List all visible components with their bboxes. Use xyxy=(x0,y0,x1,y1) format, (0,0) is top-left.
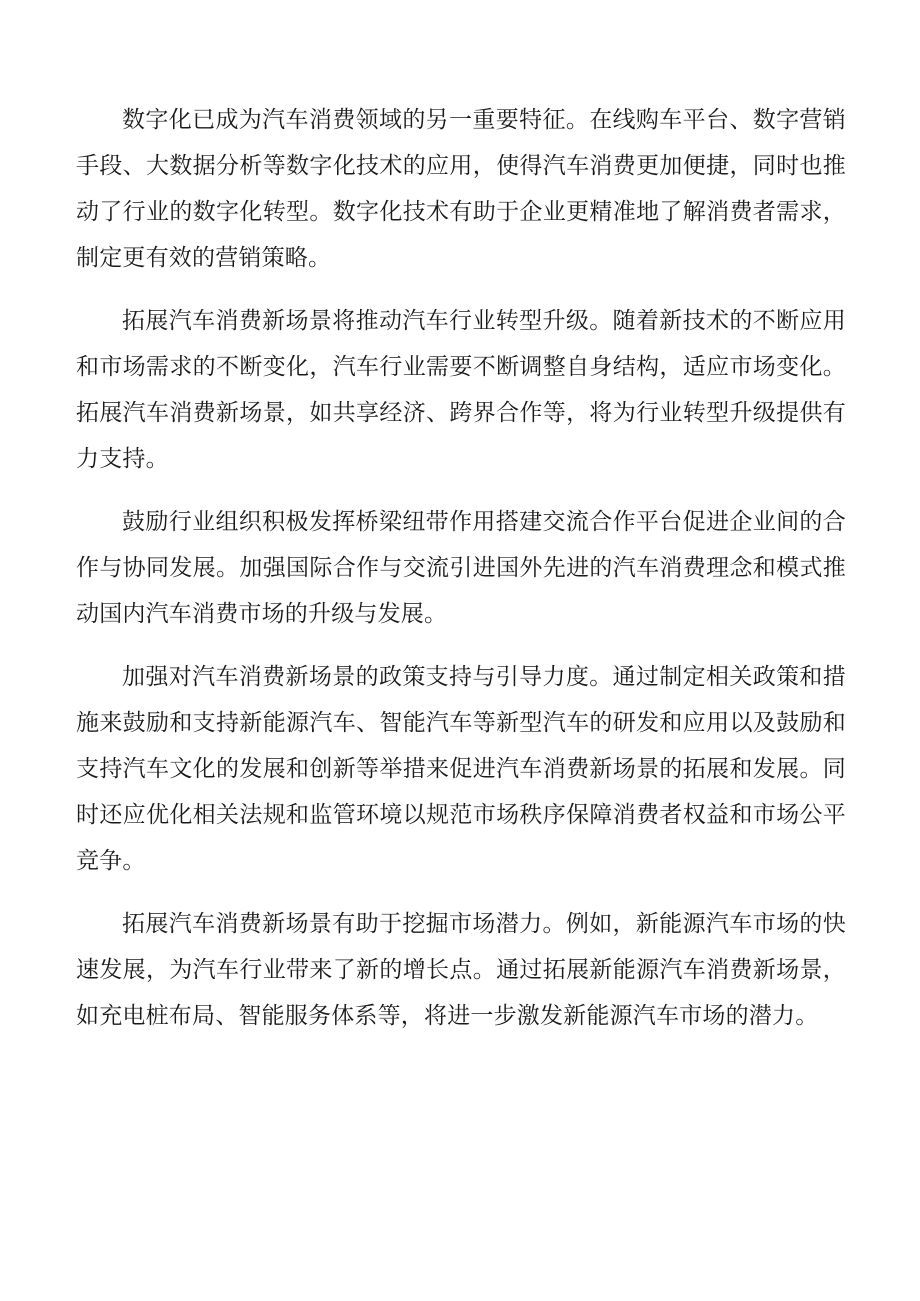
paragraph-industry-cooperation: 鼓励行业组织积极发挥桥梁纽带作用搭建交流合作平台促进企业间的合作与协同发展。加强国际合作与交流引进国外先进的汽车消费理念和模式推动国内汽车消费市场的升级与发展。 xyxy=(76,509,846,627)
document-page xyxy=(76,97,846,1056)
paragraph-market-potential: 拓展汽车消费新场景有助于挖掘市场潜力。例如，新能源汽车市场的快速发展，为汽车行业带来了新的增长点。通过拓展新能源汽车消费新场景，如充电桩布局、智能服务体系等，将进一步激发新能源汽车市场的潜力。 xyxy=(76,911,846,1029)
paragraph-policy-support: 加强对汽车消费新场景的政策支持与引导力度。通过制定相关政策和措施来鼓励和支持新能源汽车、智能汽车等新型汽车的研发和应用以及鼓励和支持汽车文化的发展和创新等举措来促进汽车消费新场景的拓展和发展。同时还应优化相关法规和监管环境以规范市场秩序保障消费者权益和市场公平竞争。 xyxy=(76,664,846,874)
paragraph-industry-upgrade: 拓展汽车消费新场景将推动汽车行业转型升级。随着新技术的不断应用和市场需求的不断变化，汽车行业需要不断调整自身结构，适应市场变化。拓展汽车消费新场景，如共享经济、跨界合作等，将为行业转型升级提供有力支持。 xyxy=(76,308,846,472)
paragraph-digitalization: 数字化已成为汽车消费领域的另一重要特征。在线购车平台、数字营销手段、大数据分析等数字化技术的应用，使得汽车消费更加便捷，同时也推动了行业的数字化转型。数字化技术有助于企业更精准地了解消费者需求，制定更有效的营销策略。 xyxy=(76,107,846,271)
